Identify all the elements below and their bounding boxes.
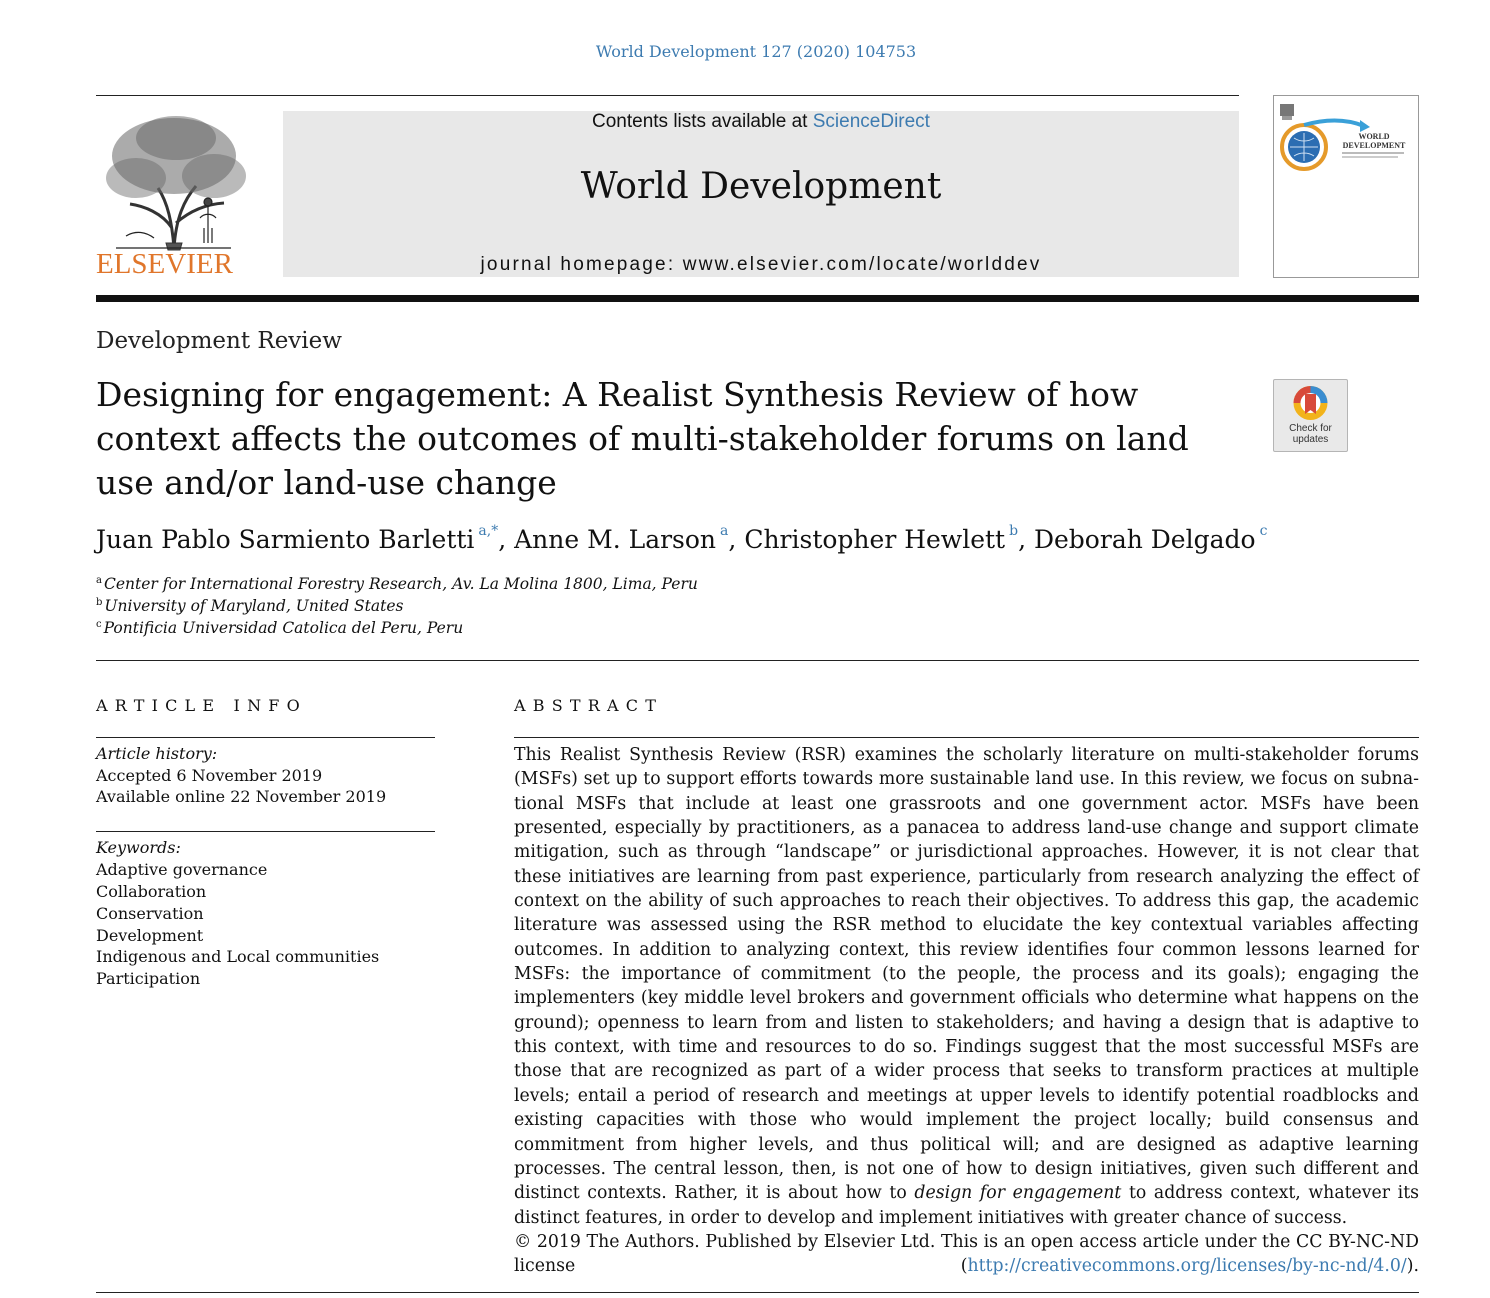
- keyword-item: Conservation: [96, 904, 204, 923]
- author-affiliation-mark[interactable]: a,*: [478, 523, 499, 539]
- author-affiliation-mark[interactable]: a: [720, 523, 729, 539]
- copyright-notice: © 2019 The Authors. Published by Elsevier Ltd. This is an open access article under the CC BY-NC-ND license: [514, 1232, 1419, 1277]
- keywords-label: Keywords:: [96, 838, 181, 857]
- contents-prefix: Contents lists available at: [592, 111, 813, 132]
- affiliation-text: Pontificia Universidad Catolica del Peru, Peru: [103, 619, 464, 637]
- author-separator: ,: [728, 525, 745, 554]
- keyword-item: Collaboration: [96, 882, 207, 901]
- abstract-text: [514, 743, 1419, 1230]
- cover-title-line2: DEVELOPMENT: [1342, 141, 1406, 150]
- online-date: Available online 22 November 2019: [96, 787, 387, 806]
- affiliation: [96, 619, 463, 637]
- article-info-divider: [96, 737, 435, 738]
- keyword-item: Participation: [96, 969, 201, 988]
- accepted-date: Accepted 6 November 2019: [96, 766, 323, 785]
- check-updates-icon: [1274, 380, 1347, 426]
- journal-reference[interactable]: World Development 127 (2020) 104753: [595, 42, 917, 61]
- affiliation: [96, 597, 404, 615]
- abstract-heading: ABSTRACT: [514, 696, 664, 715]
- check-updates-line1: Check for: [1289, 423, 1332, 434]
- check-updates-line2: updates: [1292, 434, 1329, 445]
- affiliation-mark: b: [96, 597, 103, 608]
- article-history-label: Article history:: [96, 744, 218, 763]
- contents-line: [283, 111, 1239, 133]
- cover-artwork: [1274, 96, 1418, 277]
- abstract-divider: [514, 737, 1419, 738]
- bottom-divider: [96, 1292, 1419, 1293]
- top-divider: [96, 95, 1239, 96]
- journal-cover-thumbnail[interactable]: [1273, 95, 1419, 278]
- article-section: Development Review: [96, 328, 342, 354]
- author-name[interactable]: Anne M. Larson: [514, 525, 717, 554]
- author-list: [96, 525, 1267, 554]
- check-for-updates-label[interactable]: [1273, 423, 1348, 445]
- author-name[interactable]: Christopher Hewlett: [744, 525, 1006, 554]
- author-separator: ,: [498, 525, 515, 554]
- journal-homepage[interactable]: journal homepage: www.elsevier.com/locate/worlddev: [480, 254, 1042, 275]
- keyword-item: Adaptive governance: [96, 860, 268, 879]
- journal-name: World Development: [580, 166, 942, 207]
- license-line: [514, 1254, 1419, 1278]
- article-title: Designing for engagement: A Realist Synthesis Review of how context affects the outcomes of multi-stakeholder forums on land use and/or land-use change: [96, 375, 1189, 502]
- abstract-text-part2: to address context, whatever its distinct features, in order to develop and implement initiatives with greater chance of success.: [514, 1183, 1420, 1228]
- author-separator: ,: [1018, 525, 1034, 554]
- keywords-divider: [96, 831, 435, 832]
- cover-title-line1: WORLD: [1358, 132, 1390, 141]
- section-divider: [96, 660, 1419, 661]
- sciencedirect-link[interactable]: ScienceDirect: [812, 111, 930, 132]
- author-affiliation-mark[interactable]: c: [1259, 523, 1268, 539]
- elsevier-logo-text: ELSEVIER: [96, 248, 233, 280]
- abstract-emphasis: design for engagement: [914, 1183, 1122, 1204]
- author-name[interactable]: Juan Pablo Sarmiento Barletti: [96, 525, 475, 554]
- license-close-paren: ).: [1406, 1256, 1419, 1276]
- affiliation-mark: a: [96, 575, 102, 586]
- masthead-thick-divider: [96, 295, 1419, 302]
- author-name[interactable]: Deborah Delgado: [1033, 525, 1256, 554]
- author-affiliation-mark[interactable]: b: [1009, 523, 1019, 539]
- affiliation-text: Center for International Forestry Research, Av. La Molina 1800, Lima, Peru: [103, 575, 698, 593]
- abstract-text-part1: This Realist Synthesis Review (RSR) examines the scholarly literature on multi-stakeholder forums (MSFs) set up to support efforts towards more sustainable land use. In this review, we focus on subnational MSFs that include at least one grassroots and one government actor. MSFs have been presented, especially by practitioners, as a panacea to address land-use change and support climate mitigation, such as through “landscape” or jurisdictional approaches. However, it is not clear that these initiatives are learning from past experience, particularly from research analyzing the effect of context on the ability of such approaches to reach their objectives. To address this gap, the academic literature was assessed using the RSR method to elucidate the key contextual variables affecting outcomes. In addition to analyzing context, this review identifies four common lessons learned for MSFs: the importance of commitment (to the people, the process and its goals); engaging the implementers (key middle level brokers and government officials who determine what happens on the ground); openness to learn from and listen to stakeholders; and having a design that is adaptive to this context, with time and resources to do so. Findings suggest that the most successful MSFs are those that are recognized as part of a wider process that seeks to transform practices at multiple levels; entail a period of research and meetings at upper levels to identify potential roadblocks and existing capacities with those who would implement the project locally; build consensus and commitment from higher levels, and thus political will; and are designed as adaptive learning processes. The central lesson, then, is not one of how to design initiatives, given such different and distinct contexts. Rather, it is about how to: [514, 745, 1419, 1204]
- keyword-item: Development: [96, 926, 204, 945]
- keyword-item: Indigenous and Local communities: [96, 947, 380, 966]
- affiliation-text: University of Maryland, United States: [104, 597, 404, 615]
- affiliation: [96, 575, 698, 593]
- license-open-paren: (: [960, 1256, 968, 1276]
- article-info-heading: ARTICLE INFO: [96, 696, 307, 715]
- license-link[interactable]: http://creativecommons.org/licenses/by-nc-nd/4.0/: [967, 1256, 1407, 1276]
- affiliation-mark: c: [96, 619, 102, 630]
